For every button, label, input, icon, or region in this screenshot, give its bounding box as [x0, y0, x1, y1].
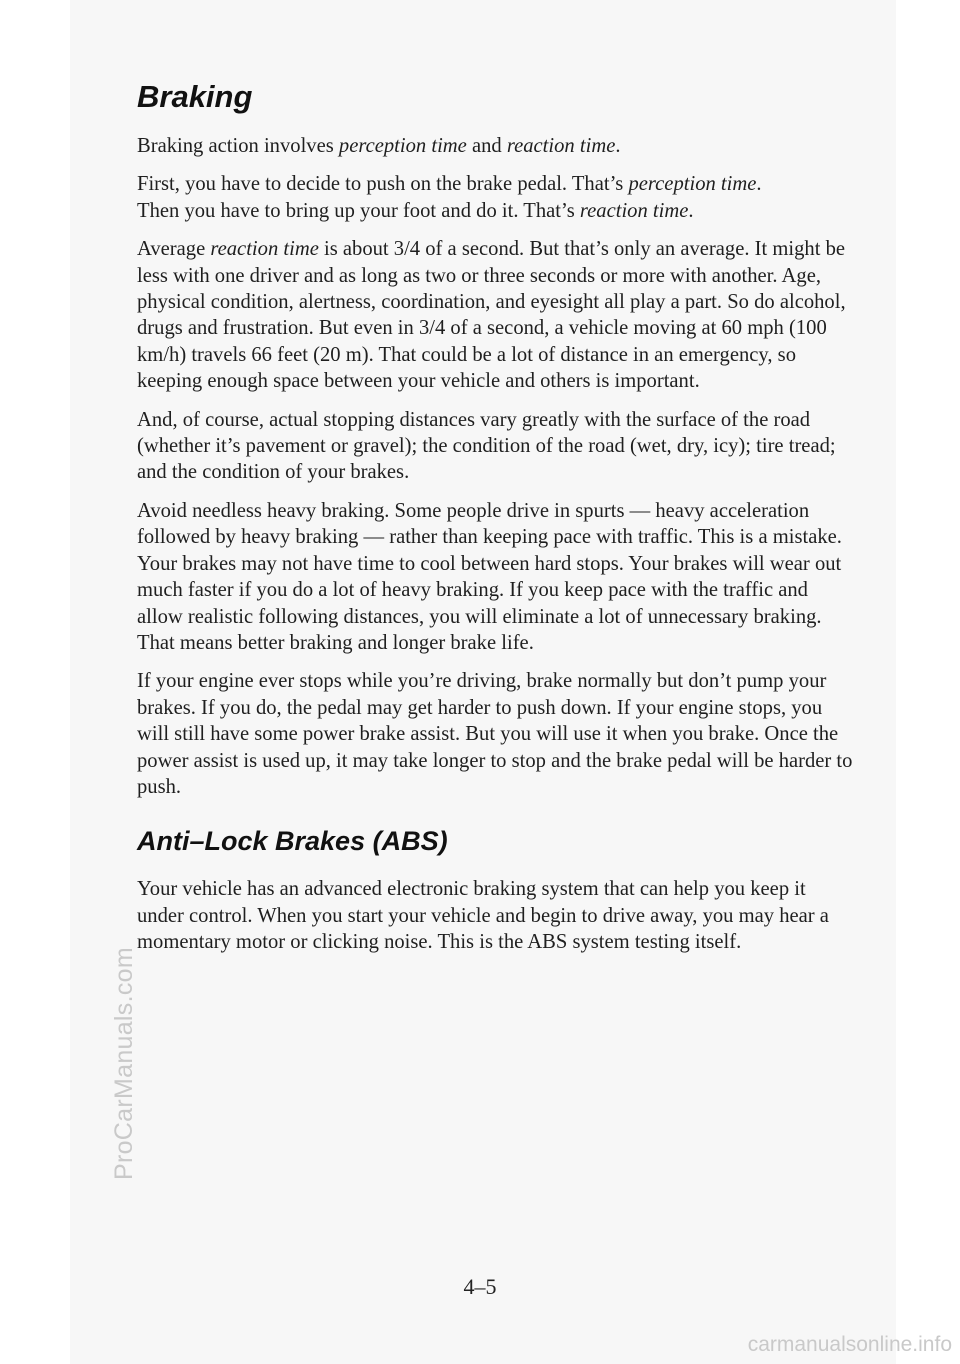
term-perception-time: perception time [338, 135, 467, 157]
side-watermark: ProCarManuals.com [110, 947, 138, 1180]
paragraph-3: Average reaction time is about 3/4 of a second. But that’s only an average. It might be less with one driver and as long as two or three seconds or more with another. Age, physical condition, alertness, coordination, and eyesight all play a part. So do alcohol, drugs and frustration. But even in 3/4 of a second, a vehicle moving at 60 mph (100 km/h) travels 66 feet (20 m). That could be a lot of distance in an emergency, so keeping enough space between your vehicle and others is important. [137, 238, 846, 393]
term-reaction-time: reaction time [210, 238, 319, 261]
subsection-title: Anti–Lock Brakes (ABS) [137, 826, 448, 857]
paragraph-6: If your engine ever stops while you’re driving, brake normally but don’t pump your brakes. If you do, the pedal may get harder to push down. If your engine stops, you will still have some power brake assist. But you will use it when you brake. Once the power assist is used up, it may take longer to stop and the brake pedal will be harder to push. [137, 670, 853, 798]
paragraph-4: And, of course, actual stopping distances vary greatly with the surface of the road (whether it’s pavement or gravel); the condition of the road (wet, dry, icy); tire tread; and the condition of your brakes. [137, 408, 836, 484]
paragraph-5: Avoid needless heavy braking. Some people drive in spurts — heavy acceleration followed by heavy braking — rather than keeping pace with traffic. This is a mistake. Your brakes may not have time to cool between hard stops. Your brakes will wear out much faster if you do a lot of heavy braking. If you keep pace with the traffic and allow realistic following distances, you will eliminate a lot of unnecessary braking. That means better braking and longer brake life. [137, 499, 842, 654]
paragraph-2: First, you have to decide to push on the brake pedal. That’s perception time. Then you have to bring up your foot and do it. That’s reaction time. [137, 173, 762, 222]
bottom-watermark: carmanualsonline.info [747, 1333, 952, 1356]
paragraph-abs: Your vehicle has an advanced electronic braking system that can help you keep it under control. When you start your vehicle and begin to drive away, you may hear a momentary motor or clicking noise. This is the ABS system testing itself. [137, 878, 829, 954]
page-content [137, 78, 857, 968]
page-number: 4–5 [463, 1274, 497, 1299]
term-reaction-time: reaction time [579, 199, 689, 222]
section-title: Braking [137, 79, 253, 114]
paragraph-1: Braking action involves perception time and reaction time. [137, 135, 621, 157]
term-perception-time: perception time [628, 173, 757, 196]
term-reaction-time: reaction time [506, 135, 616, 157]
